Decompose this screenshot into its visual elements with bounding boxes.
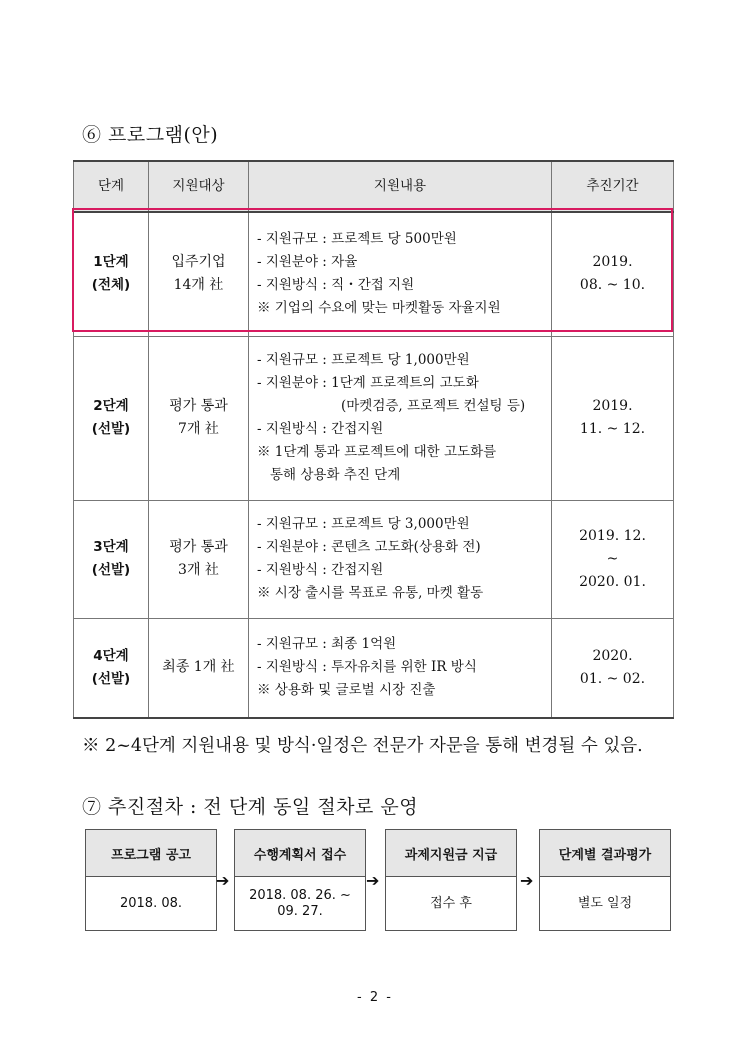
flow-step-title: 프로그램 공고 bbox=[86, 830, 216, 877]
content-cell: - 지원규모 : 프로젝트 당 1,000만원 - 지원분야 : 1단계 프로젝트의 고도화 (마켓검증, 프로젝트 컨설팅 등) - 지원방식 : 간접지원 ※ 1단계 통과 프로젝트에 대한 고도화를 통해 상용화 추진 단계 bbox=[249, 336, 552, 500]
header-target: 지원대상 bbox=[149, 161, 249, 212]
flow-step-body: 2018. 08. bbox=[119, 896, 183, 911]
table-row bbox=[74, 212, 674, 336]
flow-step-evaluation bbox=[539, 829, 671, 931]
flow-step-title: 단계별 결과평가 bbox=[540, 830, 670, 877]
table-row bbox=[74, 500, 674, 618]
header-period: 추진기간 bbox=[552, 161, 674, 212]
header-stage: 단계 bbox=[74, 161, 149, 212]
target-cell: 최종 1개 社 bbox=[149, 618, 249, 718]
period-cell: 2019. 12. ~ 2020. 01. bbox=[552, 500, 674, 618]
flow-step-announcement bbox=[85, 829, 217, 931]
arrow-right-icon: ➔ bbox=[216, 871, 230, 890]
arrow-right-icon: ➔ bbox=[520, 871, 534, 890]
period-cell: 2019. 11. ~ 12. bbox=[552, 336, 674, 500]
section-7-title: ⑦ 추진절차 : 전 단계 동일 절차로 운영 bbox=[82, 796, 419, 818]
content-cell: - 지원규모 : 프로젝트 당 3,000만원 - 지원분야 : 콘텐츠 고도화(상용화 전) - 지원방식 : 간접지원 ※ 시장 출시를 목표로 유통, 마켓 활동 bbox=[249, 500, 552, 618]
table-header-row bbox=[74, 161, 674, 212]
period-cell: 2019. 08. ~ 10. bbox=[552, 212, 674, 336]
stage-cell: 4단계 (선발) bbox=[74, 618, 149, 718]
flow-step-title: 과제지원금 지급 bbox=[386, 830, 516, 877]
table-row bbox=[74, 618, 674, 718]
change-note: ※ 2~4단계 지원내용 및 방식·일정은 전문가 자문을 통해 변경될 수 있음. bbox=[82, 736, 643, 756]
target-cell: 평가 통과 7개 社 bbox=[149, 336, 249, 500]
flow-step-payment bbox=[385, 829, 517, 931]
flow-step-body: 2018. 08. 26. ~ 09. 27. bbox=[249, 888, 351, 919]
flow-step-body: 접수 후 bbox=[430, 896, 472, 911]
content-cell: - 지원규모 : 프로젝트 당 500만원 - 지원분야 : 자율 - 지원방식 : 직・간접 지원 ※ 기업의 수요에 맞는 마켓활동 자율지원 bbox=[249, 212, 552, 336]
header-content: 지원내용 bbox=[249, 161, 552, 212]
target-cell: 평가 통과 3개 社 bbox=[149, 500, 249, 618]
flow-step-title: 수행계획서 접수 bbox=[235, 830, 365, 877]
period-cell: 2020. 01. ~ 02. bbox=[552, 618, 674, 718]
arrow-right-icon: ➔ bbox=[366, 871, 380, 890]
flow-step-body: 별도 일정 bbox=[577, 896, 633, 911]
program-table bbox=[73, 160, 674, 719]
flow-step-submission bbox=[234, 829, 366, 931]
target-cell: 입주기업 14개 社 bbox=[149, 212, 249, 336]
stage-cell: 2단계 (선발) bbox=[74, 336, 149, 500]
section-6-title: ⑥ 프로그램(안) bbox=[82, 124, 219, 146]
page-number: - 2 - bbox=[357, 990, 393, 1005]
stage-cell: 1단계 (전체) bbox=[74, 212, 149, 336]
stage-cell: 3단계 (선발) bbox=[74, 500, 149, 618]
table-row bbox=[74, 336, 674, 500]
content-cell: - 지원규모 : 최종 1억원 - 지원방식 : 투자유치를 위한 IR 방식 ※ 상용화 및 글로벌 시장 진출 bbox=[249, 618, 552, 718]
